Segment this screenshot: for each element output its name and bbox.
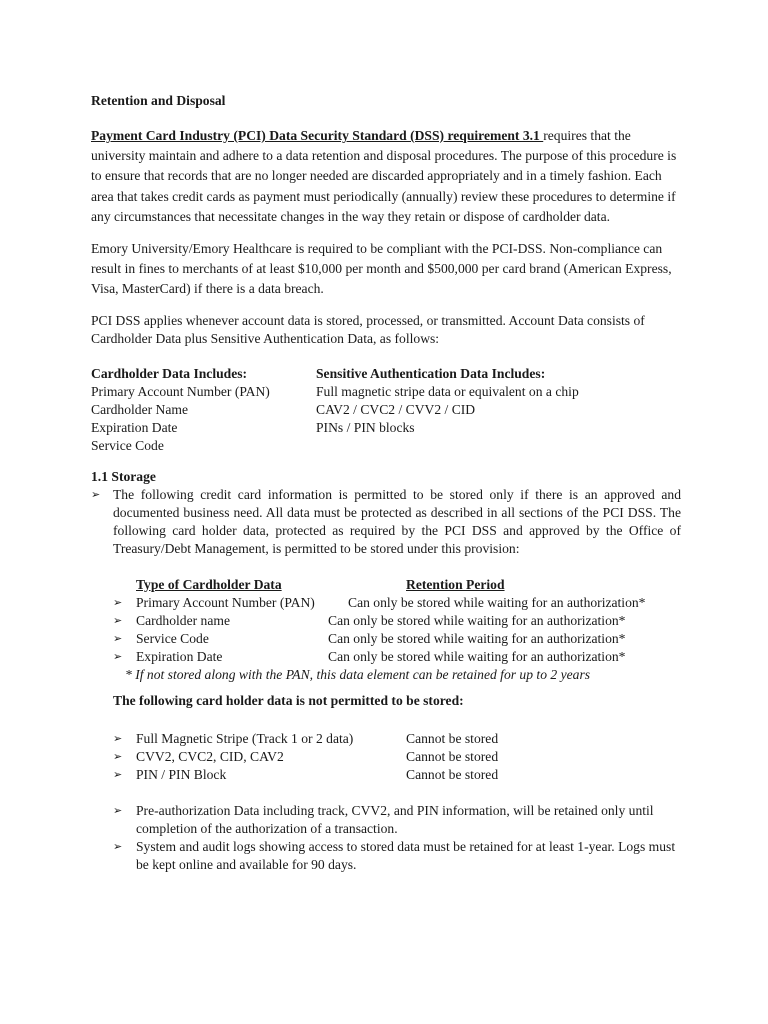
arrow-bullet-icon: ➢ bbox=[113, 768, 123, 781]
not-permitted-status: Cannot be stored bbox=[406, 766, 499, 782]
cardholder-data-column bbox=[91, 365, 316, 455]
applies-paragraph: PCI DSS applies whenever account data is stored, processed, or transmitted. Account Data consists of Cardholder Data plus Sensitive Authentication Data, as follows: bbox=[91, 312, 645, 346]
retention-row bbox=[91, 630, 681, 648]
cardholder-item: Cardholder Name bbox=[91, 401, 189, 417]
final-bullets bbox=[91, 802, 681, 874]
retention-footnote: * If not stored along with the PAN, this data element can be retained for up to 2 years bbox=[125, 666, 591, 682]
final-bullet bbox=[91, 838, 681, 874]
retention-table-header bbox=[91, 576, 681, 594]
not-permitted-type: PIN / PIN Block bbox=[136, 766, 227, 782]
not-permitted-status: Cannot be stored bbox=[406, 748, 499, 764]
retention-type: Service Code bbox=[136, 630, 209, 646]
retention-period: Can only be stored while waiting for an authorization* bbox=[328, 648, 626, 664]
arrow-bullet-icon: ➢ bbox=[113, 840, 123, 853]
arrow-bullet-icon: ➢ bbox=[113, 596, 123, 609]
cardholder-data-header: Cardholder Data Includes: bbox=[91, 365, 248, 381]
compliance-paragraph: Emory University/Emory Healthcare is required to be compliant with the PCI-DSS. Non-compliance can result in fines to merchants of at least $10,000 per month and $500,000 per card brand (American Express, Visa, MasterCard) if there is a data breach. bbox=[91, 241, 672, 297]
sensitive-item: Full magnetic stripe data or equivalent on a chip bbox=[316, 383, 579, 399]
storage-section-title: 1.1 Storage bbox=[91, 468, 156, 484]
arrow-bullet-icon: ➢ bbox=[113, 632, 123, 645]
retention-table bbox=[91, 576, 681, 684]
not-permitted-type: CVV2, CVC2, CID, CAV2 bbox=[136, 748, 284, 764]
final-bullet-text: System and audit logs showing access to stored data must be retained for at least 1-year. Logs must be kept online and available for 90 days. bbox=[136, 838, 676, 872]
retention-type: Primary Account Number (PAN) bbox=[136, 594, 315, 610]
section-heading: Retention and Disposal bbox=[91, 93, 226, 108]
not-permitted-title: The following card holder data is not permitted to be stored: bbox=[113, 692, 464, 708]
sensitive-data-column bbox=[316, 365, 681, 455]
sensitive-data-header: Sensitive Authentication Data Includes: bbox=[316, 365, 546, 381]
retention-row bbox=[91, 612, 681, 630]
retention-type: Expiration Date bbox=[136, 648, 223, 664]
retention-header-period: Retention Period bbox=[406, 576, 505, 592]
arrow-bullet-icon: ➢ bbox=[113, 614, 123, 627]
not-permitted-row bbox=[91, 748, 681, 766]
retention-header-type: Type of Cardholder Data bbox=[136, 576, 282, 592]
intro-paragraph bbox=[91, 126, 681, 227]
document-page bbox=[91, 92, 681, 874]
arrow-bullet-icon: ➢ bbox=[113, 732, 123, 745]
cardholder-item: Service Code bbox=[91, 437, 164, 453]
sensitive-item: PINs / PIN blocks bbox=[316, 419, 415, 435]
cardholder-item: Expiration Date bbox=[91, 419, 178, 435]
not-permitted-type: Full Magnetic Stripe (Track 1 or 2 data) bbox=[136, 730, 354, 746]
retention-period: Can only be stored while waiting for an authorization* bbox=[348, 594, 646, 610]
not-permitted-row bbox=[91, 766, 681, 784]
not-permitted-row bbox=[91, 730, 681, 748]
arrow-bullet-icon: ➢ bbox=[113, 804, 123, 817]
retention-row bbox=[91, 648, 681, 666]
pci-dss-requirement-link[interactable]: Payment Card Industry (PCI) Data Security Standard (DSS) requirement 3.1 bbox=[91, 128, 544, 143]
final-bullet bbox=[91, 802, 681, 838]
arrow-bullet-icon: ➢ bbox=[113, 650, 123, 663]
retention-type: Cardholder name bbox=[136, 612, 230, 628]
final-bullet-text: Pre-authorization Data including track, CVV2, and PIN information, will be retained only until completion of the authorization of a transaction. bbox=[136, 802, 654, 836]
data-types-columns bbox=[91, 365, 681, 455]
cardholder-item: Primary Account Number (PAN) bbox=[91, 383, 270, 399]
arrow-bullet-icon: ➢ bbox=[91, 488, 101, 501]
arrow-bullet-icon: ➢ bbox=[113, 750, 123, 763]
storage-bullet-text: The following credit card information is permitted to be stored only if there is an approved and documented business need. All data must be protected as described in all sections of the PCI DSS. The following card holder data, protected as required by the PCI DSS and approved by the Office of Treasury/Debt Management, is permitted to be stored under this provision: bbox=[113, 486, 681, 556]
not-permitted-table bbox=[91, 730, 681, 784]
storage-bullet bbox=[91, 486, 681, 558]
retention-period: Can only be stored while waiting for an authorization* bbox=[328, 612, 626, 628]
retention-period: Can only be stored while waiting for an authorization* bbox=[328, 630, 626, 646]
sensitive-item: CAV2 / CVC2 / CVV2 / CID bbox=[316, 401, 476, 417]
not-permitted-status: Cannot be stored bbox=[406, 730, 499, 746]
intro-text: requires that the university maintain and adhere to a data retention and disposal procedures. The purpose of this procedure is to ensure that records that are no longer needed are discarded appropriately and in a timely fashion. Each area that takes credit cards as payment must periodically (annually) review these procedures to determine if any circumstances that necessitate changes in the way they retain or dispose of cardholder data. bbox=[91, 128, 677, 224]
retention-row bbox=[91, 594, 681, 612]
